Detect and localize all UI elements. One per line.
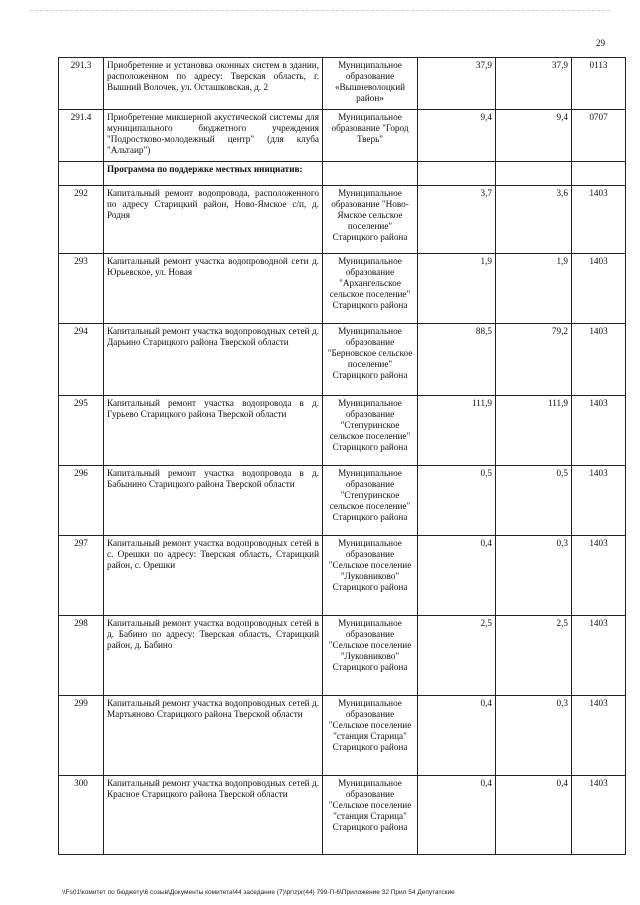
amount-actual: 37,9 xyxy=(496,58,572,110)
row-number: 291.4 xyxy=(59,110,104,162)
table-row xyxy=(59,254,626,324)
amount-planned: 9,4 xyxy=(418,110,496,162)
item-description: Капитальный ремонт участка водопроводных сетей д. Мартьяново Старицкого района Тверской области xyxy=(104,696,323,776)
item-description: Приобретение микшерной акустической системы для муниципального бюджетного учреждения "Подростково-молодежный центр" (для клуба "Альтаир") xyxy=(104,110,323,162)
amount-planned: 88,5 xyxy=(418,324,496,396)
amount-planned: 0,4 xyxy=(418,776,496,855)
recipient: Муниципальное образование "Сельское поселение "станция Старица" Старицкого района xyxy=(323,696,418,776)
item-description: Капитальный ремонт участка водопроводных сетей д. Дарьино Старицкого района Тверской области xyxy=(104,324,323,396)
item-description: Капитальный ремонт участка водопроводных сетей в д. Бабино по адресу: Тверская область, Старицкий район, д. Бабино xyxy=(104,616,323,696)
budget-code: 1403 xyxy=(572,324,626,396)
table-row xyxy=(59,396,626,466)
amount-actual: 111,9 xyxy=(496,396,572,466)
item-description: Капитальный ремонт участка водопроводной сети д. Юрьевское, ул. Новая xyxy=(104,254,323,324)
row-number: 298 xyxy=(59,616,104,696)
table-row xyxy=(59,110,626,162)
amount-planned: 37,9 xyxy=(418,58,496,110)
section-title: Программа по поддержке местных инициатив: xyxy=(104,162,323,186)
table-row xyxy=(59,186,626,254)
recipient: Муниципальное образование "Степуринское сельское поселение" Старицкого района xyxy=(323,466,418,536)
amount-actual: 3,6 xyxy=(496,186,572,254)
item-description: Капитальный ремонт участка водопроводных сетей в с. Орешки по адресу: Тверская область, Старицкий район, с. Орешки xyxy=(104,536,323,616)
recipient: Муниципальное образование «Вышневолоцкий район» xyxy=(323,58,418,110)
recipient: Муниципальное образование "Сельское поселение "станция Старица" Старицкого района xyxy=(323,776,418,855)
empty-cell xyxy=(496,162,572,186)
empty-cell xyxy=(418,162,496,186)
budget-code: 0707 xyxy=(572,110,626,162)
recipient: Муниципальное образование "Сельское поселение "Луковниково" Старицкого района xyxy=(323,616,418,696)
budget-code: 1403 xyxy=(572,776,626,855)
amount-actual: 0,4 xyxy=(496,776,572,855)
row-number: 294 xyxy=(59,324,104,396)
row-number: 295 xyxy=(59,396,104,466)
recipient: Муниципальное образование "Берновское сельское поселение" Старицкого района xyxy=(323,324,418,396)
row-number: 297 xyxy=(59,536,104,616)
table-row xyxy=(59,616,626,696)
budget-code: 0113 xyxy=(572,58,626,110)
item-description: Капитальный ремонт участка водопровода в д. Гурьево Старицкого района Тверской области xyxy=(104,396,323,466)
table-row xyxy=(59,776,626,855)
amount-planned: 0,5 xyxy=(418,466,496,536)
section-header-row xyxy=(59,162,626,186)
item-description: Капитальный ремонт участка водопровода в д. Бабынино Старицкого района Тверской области xyxy=(104,466,323,536)
amount-actual: 2,5 xyxy=(496,616,572,696)
amount-planned: 3,7 xyxy=(418,186,496,254)
amount-actual: 0,5 xyxy=(496,466,572,536)
file-path-footer: \\Fs01\комитет по бюджету\6 созыв\Документы комитета\44 заседание (7)\pr\zpr(44) 799-П-6\Приложение 32 Прил 54 Депутатские xyxy=(62,889,455,896)
budget-code: 1403 xyxy=(572,696,626,776)
budget-code: 1403 xyxy=(572,396,626,466)
recipient: Муниципальное образование "Город Тверь" xyxy=(323,110,418,162)
page-number: 29 xyxy=(596,38,605,48)
table-row xyxy=(59,696,626,776)
empty-cell xyxy=(572,162,626,186)
amount-planned: 1,9 xyxy=(418,254,496,324)
item-description: Капитальный ремонт участка водопроводных сетей д. Красное Старицкого района Тверской области xyxy=(104,776,323,855)
amount-actual: 79,2 xyxy=(496,324,572,396)
table-row xyxy=(59,536,626,616)
recipient: Муниципальное образование "Архангельское сельское поселение" Старицкого района xyxy=(323,254,418,324)
row-number-cell xyxy=(59,162,104,186)
table-row xyxy=(59,324,626,396)
budget-code: 1403 xyxy=(572,186,626,254)
row-number: 300 xyxy=(59,776,104,855)
amount-actual: 0,3 xyxy=(496,696,572,776)
item-description: Приобретение и установка оконных систем в здании, расположенном по адресу: Тверская область, г. Вышний Волочек, ул. Осташковская, д. 2 xyxy=(104,58,323,110)
row-number: 292 xyxy=(59,186,104,254)
item-description: Капитальный ремонт водопровода, расположенного по адресу Старицкий район, Ново-Ямское с/п, д. Родня xyxy=(104,186,323,254)
amount-actual: 9,4 xyxy=(496,110,572,162)
amount-planned: 111,9 xyxy=(418,396,496,466)
budget-code: 1403 xyxy=(572,254,626,324)
table-row xyxy=(59,58,626,110)
budget-code: 1403 xyxy=(572,536,626,616)
recipient: Муниципальное образование "Степуринское сельское поселение" Старицкого района xyxy=(323,396,418,466)
table-row xyxy=(59,466,626,536)
empty-cell xyxy=(323,162,418,186)
row-number: 296 xyxy=(59,466,104,536)
budget-code: 1403 xyxy=(572,466,626,536)
recipient: Муниципальное образование "Ново-Ямское сельское поселение" Старицкого района xyxy=(323,186,418,254)
amount-planned: 2,5 xyxy=(418,616,496,696)
amount-planned: 0,4 xyxy=(418,536,496,616)
recipient: Муниципальное образование "Сельское поселение "Луковниково" Старицкого района xyxy=(323,536,418,616)
row-number: 293 xyxy=(59,254,104,324)
scan-top-edge xyxy=(30,10,610,11)
budget-code: 1403 xyxy=(572,616,626,696)
amount-planned: 0,4 xyxy=(418,696,496,776)
appropriations-table xyxy=(58,57,626,855)
amount-actual: 1,9 xyxy=(496,254,572,324)
row-number: 291.3 xyxy=(59,58,104,110)
amount-actual: 0,3 xyxy=(496,536,572,616)
row-number: 299 xyxy=(59,696,104,776)
